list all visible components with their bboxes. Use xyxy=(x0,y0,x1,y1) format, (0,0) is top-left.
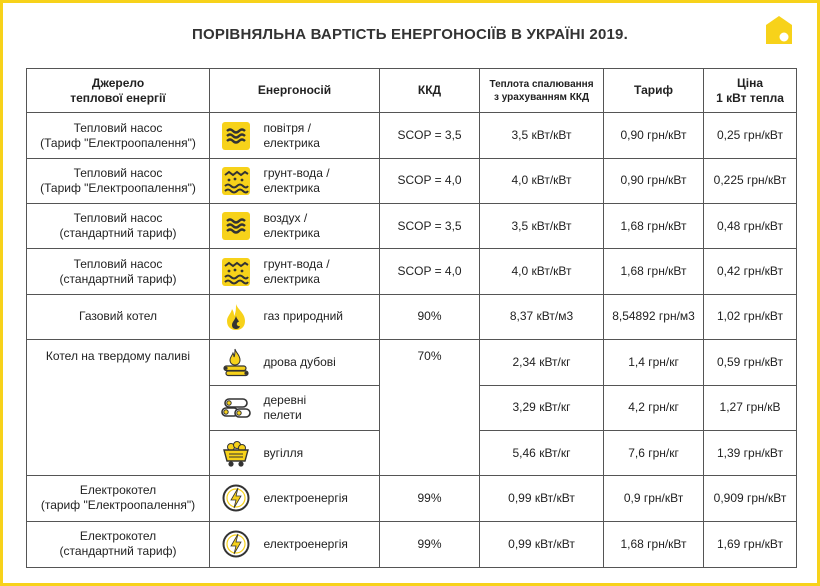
tariff-cell: 0,90 грн/кВт xyxy=(604,113,704,158)
header-source: Джерело теплової енергії xyxy=(27,69,210,113)
table-row xyxy=(27,249,797,294)
tariff-cell: 1,68 грн/кВт xyxy=(604,249,704,294)
kkd-cell: 99% xyxy=(380,521,480,567)
heat-cell: 2,34 кВт/кг xyxy=(480,340,604,385)
kkd-cell: SCOP = 3,5 xyxy=(380,204,480,249)
source-cell: Тепловий насос (стандартний тариф) xyxy=(27,204,210,249)
carrier-cell: вугілля xyxy=(262,430,380,475)
electricity-icon xyxy=(221,529,251,559)
price-cell: 0,42 грн/кВт xyxy=(704,249,797,294)
table-row xyxy=(27,158,797,203)
price-cell: 0,59 грн/кВт xyxy=(704,340,797,385)
carrier-cell: газ природний xyxy=(262,294,380,339)
electricity-icon xyxy=(221,483,251,513)
heat-cell: 3,5 кВт/кВт xyxy=(480,113,604,158)
tariff-cell: 1,68 грн/кВт xyxy=(604,521,704,567)
heat-cell: 8,37 кВт/м3 xyxy=(480,294,604,339)
kkd-cell: 70% xyxy=(380,340,480,476)
heat-cell: 0,99 кВт/кВт xyxy=(480,476,604,521)
kkd-cell: 99% xyxy=(380,476,480,521)
firewood-icon xyxy=(221,347,251,377)
heat-cell: 4,0 кВт/кВт xyxy=(480,158,604,203)
page-title: ПОРІВНЯЛЬНА ВАРТІСТЬ ЕНЕРГОНОСІЇВ В УКРАЇНІ 2019. xyxy=(192,26,628,43)
carrier-cell: дрова дубові xyxy=(262,340,380,385)
table-row xyxy=(27,204,797,249)
heat-cell: 0,99 кВт/кВт xyxy=(480,521,604,567)
ground-water-heat-pump-icon xyxy=(221,257,251,287)
air-heat-pump-icon xyxy=(221,121,251,151)
tariff-cell: 1,68 грн/кВт xyxy=(604,204,704,249)
table-row xyxy=(27,521,797,567)
price-cell: 1,39 грн/кВт xyxy=(704,430,797,475)
coal-cart-icon xyxy=(221,438,251,468)
heat-cell: 5,46 кВт/кг xyxy=(480,430,604,475)
heat-cell: 4,0 кВт/кВт xyxy=(480,249,604,294)
tariff-cell: 0,9 грн/кВт xyxy=(604,476,704,521)
price-cell: 1,69 грн/кВт xyxy=(704,521,797,567)
header-carrier: Енергоносій xyxy=(210,69,380,113)
carrier-cell: деревні пелети xyxy=(262,385,380,430)
carrier-cell: воздух / електрика xyxy=(262,204,380,249)
header-tariff: Тариф xyxy=(604,69,704,113)
source-cell: Електрокотел (тариф "Електроопалення") xyxy=(27,476,210,521)
tariff-cell: 1,4 грн/кг xyxy=(604,340,704,385)
price-cell: 0,25 грн/кВт xyxy=(704,113,797,158)
price-cell: 1,02 грн/кВт xyxy=(704,294,797,339)
kkd-cell: 90% xyxy=(380,294,480,339)
air-heat-pump-icon xyxy=(221,211,251,241)
tariff-cell: 7,6 грн/кг xyxy=(604,430,704,475)
header-heat: Теплота спалювання з урахуванням ККД xyxy=(480,69,604,113)
header-kkd: ККД xyxy=(380,69,480,113)
house-logo-icon xyxy=(764,14,794,46)
table-row xyxy=(27,476,797,521)
source-cell: Тепловий насос (стандартний тариф) xyxy=(27,249,210,294)
carrier-cell: електроенергія xyxy=(262,476,380,521)
carrier-cell: електроенергія xyxy=(262,521,380,567)
gas-flame-icon xyxy=(221,302,251,332)
tariff-cell: 8,54892 грн/м3 xyxy=(604,294,704,339)
heat-cell: 3,29 кВт/кг xyxy=(480,385,604,430)
price-cell: 1,27 грн/кВ xyxy=(704,385,797,430)
tariff-cell: 4,2 грн/кг xyxy=(604,385,704,430)
kkd-cell: SCOP = 4,0 xyxy=(380,158,480,203)
kkd-cell: SCOP = 4,0 xyxy=(380,249,480,294)
table-header-row xyxy=(27,69,797,113)
header-price: Ціна 1 кВт тепла xyxy=(704,69,797,113)
carrier-cell: грунт-вода / електрика xyxy=(262,158,380,203)
table-row xyxy=(27,113,797,158)
source-cell: Котел на твердому паливі xyxy=(27,340,210,476)
price-cell: 0,909 грн/кВт xyxy=(704,476,797,521)
price-cell: 0,48 грн/кВт xyxy=(704,204,797,249)
source-cell: Тепловий насос (Тариф "Електроопалення") xyxy=(27,113,210,158)
heat-cell: 3,5 кВт/кВт xyxy=(480,204,604,249)
energy-cost-table xyxy=(26,68,797,568)
carrier-cell: грунт-вода / електрика xyxy=(262,249,380,294)
kkd-cell: SCOP = 3,5 xyxy=(380,113,480,158)
pellets-icon xyxy=(220,393,252,423)
tariff-cell: 0,90 грн/кВт xyxy=(604,158,704,203)
price-cell: 0,225 грн/кВт xyxy=(704,158,797,203)
source-cell: Газовий котел xyxy=(27,294,210,339)
table-row xyxy=(27,340,797,385)
source-cell: Тепловий насос (Тариф "Електроопалення") xyxy=(27,158,210,203)
carrier-cell: повітря / електрика xyxy=(262,113,380,158)
source-cell: Електрокотел (стандартний тариф) xyxy=(27,521,210,567)
ground-water-heat-pump-icon xyxy=(221,166,251,196)
table-row xyxy=(27,294,797,339)
